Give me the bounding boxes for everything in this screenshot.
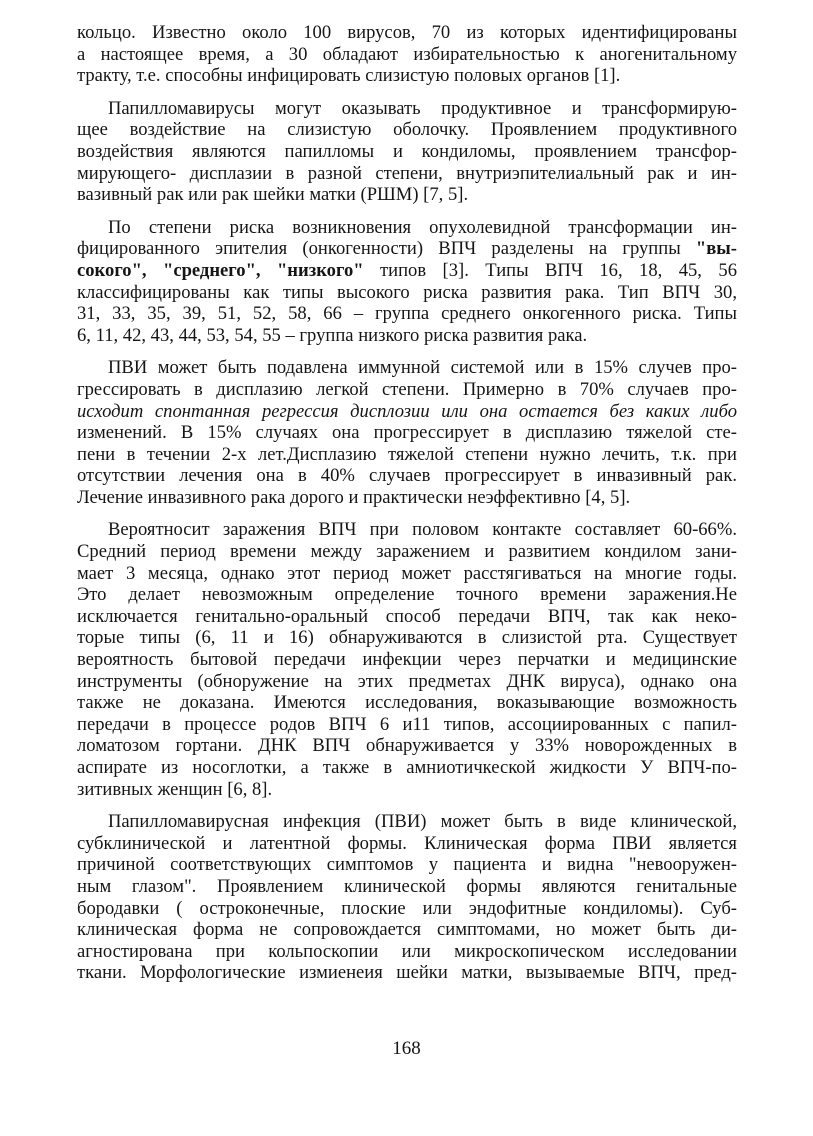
text-line: Папилломавирусы могут оказывать продуктивное и трансформирую- bbox=[108, 97, 737, 119]
paragraph-5 bbox=[77, 519, 737, 800]
text-line: Средний период времени между заражением и развитием кондилом зани- bbox=[77, 541, 737, 563]
text-line: вероятность бытовой передачи инфекции через перчатки и медицинские bbox=[77, 649, 737, 671]
text-line: торые типы (6, 11 и 16) обнаруживаются в слизистой рта. Существует bbox=[77, 627, 737, 649]
text-line: грессировать в дисплазию легкой степени. Примерно в 70% случаев про- bbox=[77, 378, 737, 400]
text-line: причиной соответствующих симптомов у пациента и видна "невооружен- bbox=[77, 854, 737, 876]
text-line: изменений. В 15% случаях она прогрессирует в дисплазию тяжелой сте- bbox=[77, 422, 737, 444]
paragraph-4 bbox=[77, 357, 737, 508]
text-line: агностирована при кольпоскопии или микроскопическом исследовании bbox=[77, 940, 737, 962]
document-page bbox=[77, 22, 737, 995]
text-line: а настоящее время, а 30 обладают избирательностью к аногенитальному bbox=[77, 43, 737, 65]
page-number: 168 bbox=[392, 1038, 421, 1059]
text-line: Папилломавирусная инфекция (ПВИ) может быть в виде клинической, bbox=[108, 811, 737, 833]
text-line: 31, 33, 35, 39, 51, 52, 58, 66 – группа среднего онкогенного риска. Типы bbox=[77, 303, 737, 325]
text-line: Лечение инвазивного рака дорого и практически неэффективно [4, 5]. bbox=[77, 486, 631, 508]
text-line: отсутствии лечения она в 40% случаев прогрессирует в инвазивный рак. bbox=[77, 465, 737, 487]
text-line bbox=[77, 238, 737, 260]
text-line: ным глазом". Проявлением клинической формы являются генитальные bbox=[77, 875, 737, 897]
text-line: мает 3 месяца, однако этот период может расстягиваться на многие годы. bbox=[77, 562, 737, 584]
text-span: типов [3]. Типы ВПЧ 16, 18, 45, 56 bbox=[380, 259, 737, 281]
text-line: пени в течении 2-х лет.Дисплазию тяжелой степени нужно лечить, т.к. при bbox=[77, 443, 737, 465]
text-line bbox=[77, 260, 737, 282]
text-line: клиническая форма не сопровождается симптомами, но может быть ди- bbox=[77, 919, 737, 941]
text-line: передачи в процессе родов ВПЧ 6 и11 типов, ассоциированных с папил- bbox=[77, 713, 737, 735]
bold-term: "вы- bbox=[695, 238, 737, 260]
text-line: ломатозом гортани. ДНК ВПЧ обнаруживается у 33% новорожденных в bbox=[77, 735, 737, 757]
text-line: также не доказана. Имеются исследования, воказывающие возможность bbox=[77, 692, 737, 714]
text-line: аспирате из носоглотки, а также в амниотичкеской жидкости У ВПЧ-по- bbox=[77, 757, 737, 778]
text-line: воздействия являются папилломы и кондиломы, проявлением трансфор- bbox=[77, 140, 737, 162]
text-line: мирующего- дисплазии в разной степени, внутриэпителиальный рак и ин- bbox=[77, 162, 737, 184]
paragraph-6 bbox=[77, 811, 737, 984]
text-line: исключается генитально-оральный способ передачи ВПЧ, так как неко- bbox=[77, 605, 737, 627]
text-line: классифицированы как типы высокого риска развития рака. Тип ВПЧ 30, bbox=[77, 281, 737, 303]
text-line: инструменты (обноружение на этих предметах ДНК вируса), однако она bbox=[77, 670, 737, 692]
text-line: бородавки ( остроконечные, плоские или эндофитные кондиломы). Суб- bbox=[77, 897, 737, 919]
paragraph-2 bbox=[77, 98, 737, 206]
text-line: По степени риска возникновения опухолевидной трансформации ин- bbox=[108, 216, 737, 238]
text-line: ткани. Морфологические измиенеия шейки матки, вызываемые ВПЧ, пред- bbox=[77, 962, 737, 984]
text-line: ПВИ может быть подавлена иммунной системой или в 15% случев про- bbox=[108, 357, 737, 379]
paragraph-3 bbox=[77, 217, 737, 347]
text-line: Это делает невозможным определение точного времени заражения.Не bbox=[77, 584, 737, 606]
text-line: кольцо. Известно около 100 вирусов, 70 из которых идентифицированы bbox=[77, 22, 737, 43]
text-line-italic: исходит спонтанная регрессия дисплозии или она остается без каких либо bbox=[77, 400, 737, 422]
text-span: фицированного эпителия (онкогенности) ВПЧ разделены на группы bbox=[77, 238, 681, 260]
paragraph-1 bbox=[77, 22, 737, 87]
bold-terms: сокого", "среднего", "низкого" bbox=[77, 259, 364, 281]
text-line: тракту, т.е. способны инфицировать слизистую половых органов [1]. bbox=[77, 65, 621, 87]
text-line: субклинической и латентной формы. Клиническая форма ПВИ является bbox=[77, 832, 737, 854]
text-line: щее воздействие на слизистую оболочку. Проявлением продуктивного bbox=[77, 119, 737, 141]
text-line: зитивных женщин [6, 8]. bbox=[77, 778, 273, 800]
text-line: вазивный рак или рак шейки матки (РШМ) [7, 5]. bbox=[77, 184, 469, 206]
text-line: Вероятносит заражения ВПЧ при половом контакте составляет 60-66%. bbox=[108, 519, 737, 541]
text-line: 6, 11, 42, 43, 44, 53, 54, 55 – группа низкого риска развития рака. bbox=[77, 324, 588, 346]
